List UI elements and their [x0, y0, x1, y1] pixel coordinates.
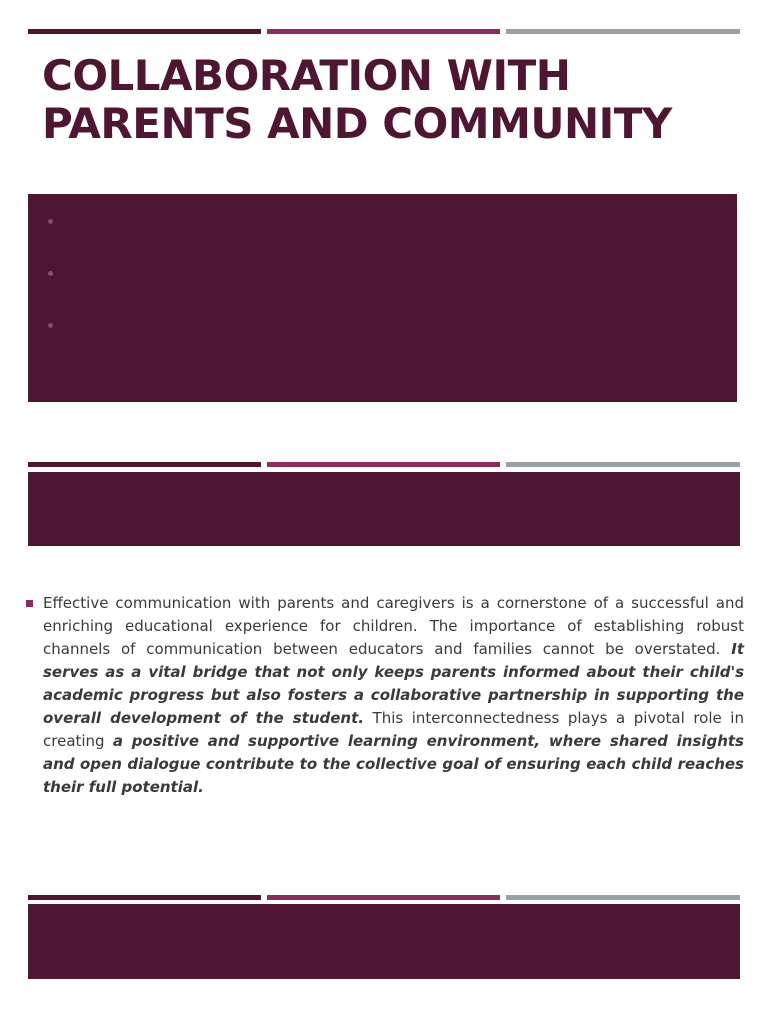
title-line-1: COLLABORATION WITH [42, 51, 571, 100]
header-panel-second-slide [28, 472, 740, 546]
emphasized-text: a positive and supportive learning environment, where shared insights and open dialogue contribute to the collective goal of ensuring each child reaches their full potential. [43, 732, 744, 796]
stripe-plum [28, 462, 261, 467]
stripe-magenta [267, 895, 500, 900]
header-panel-third-slide [28, 904, 740, 979]
stripe-magenta [267, 29, 500, 34]
stripe-plum [28, 29, 261, 34]
page-title [42, 52, 742, 148]
square-bullet-icon [26, 600, 33, 607]
stripe-gray [506, 895, 740, 900]
content-panel-bullets [28, 194, 737, 402]
body-text: This interconnectedness plays a pivotal role in creating [43, 709, 744, 750]
title-line-2: PARENTS AND COMMUNITY [42, 99, 672, 148]
stripe-gray [506, 462, 740, 467]
bullet-dot-icon [48, 271, 53, 276]
accent-stripes-bottom [28, 895, 740, 900]
bullet-dot-icon [48, 323, 53, 328]
accent-stripes-top [28, 29, 740, 34]
stripe-magenta [267, 462, 500, 467]
accent-stripes-middle [28, 462, 740, 467]
body-text: Effective communication with parents and caregivers is a cornerstone of a successful and enriching educational experience for children. The importance of establishing robust channels of communication between educators and families cannot be overstated. [43, 594, 744, 658]
bullet-dot-icon [48, 219, 53, 224]
body-paragraph [43, 592, 744, 799]
stripe-plum [28, 895, 261, 900]
stripe-gray [506, 29, 740, 34]
emphasized-text: It serves as a vital bridge that not only keeps parents informed about their child's academic progress but also fosters a collaborative partnership in supporting the overall development of the student. [43, 640, 744, 727]
body-paragraph-block [26, 592, 744, 799]
